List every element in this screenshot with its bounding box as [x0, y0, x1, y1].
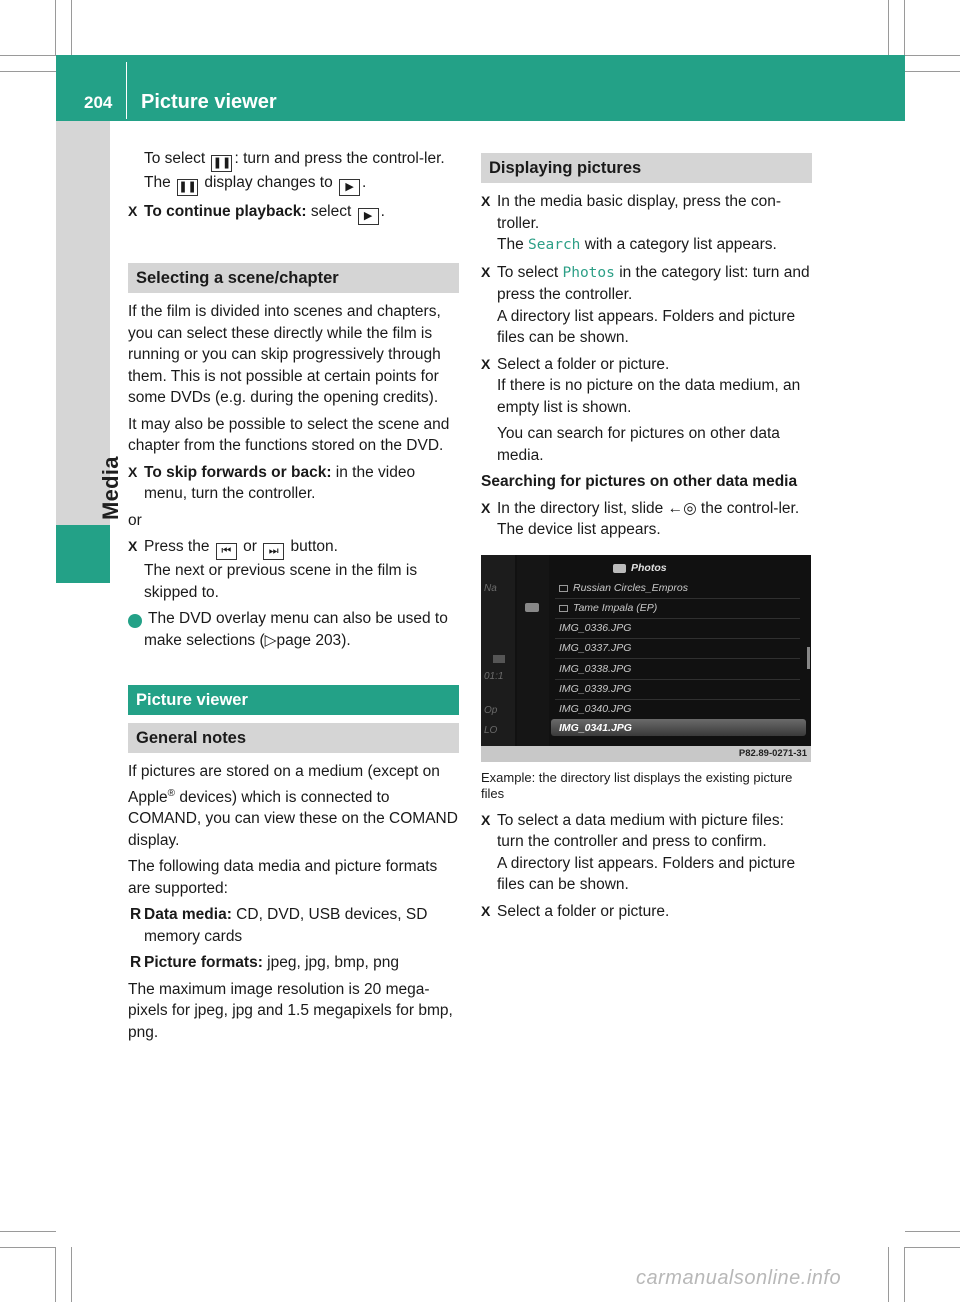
step-select-data-medium: X To select a data medium with picture files: turn the controller and press to confirm. — [481, 811, 784, 850]
crop-mark — [71, 0, 72, 55]
crop-mark — [904, 1247, 905, 1302]
select-pause-text: To select ❚❚ : turn and press the control-ler. — [128, 148, 459, 172]
crop-mark — [0, 55, 56, 56]
side-tab-marker — [56, 525, 110, 583]
side-tab-label: Media — [98, 456, 123, 520]
crop-mark — [55, 0, 56, 55]
list-item: IMG_0341.JPG — [559, 721, 632, 734]
screen-display — [481, 555, 811, 746]
watermark: carmanualsonline.info — [636, 1267, 842, 1289]
search-ui-label: Search — [528, 237, 581, 253]
step-select-folder-final: X Select a folder or picture. — [481, 901, 812, 923]
step-arrow-icon: X — [128, 538, 138, 554]
bullet-icon: R — [130, 954, 142, 972]
crop-mark — [888, 0, 889, 55]
folder-icon — [559, 605, 568, 612]
crop-mark — [905, 1231, 960, 1232]
screen-left-panel: Na 01:1 Op LO — [481, 555, 515, 746]
screen-icon-column — [517, 555, 549, 746]
directory-list-screenshot — [481, 555, 811, 762]
page-reference[interactable]: page 203 — [276, 631, 342, 649]
subheading-search-other-media: Searching for pictures on other data media — [481, 473, 798, 490]
step-press-controller: X In the media basic display, press the con-troller. — [481, 193, 782, 232]
step-select-data-medium-result: A directory list appears. Folders and picture files can be shown. — [497, 854, 796, 893]
scrollbar-thumb — [807, 647, 810, 669]
directory-list — [551, 555, 806, 746]
crop-mark — [71, 1247, 72, 1302]
step-select-photos: X To select Photos in the category list: turn and press the controller. — [481, 263, 810, 303]
figure-caption: Example: the directory list displays the existing picture files — [481, 769, 793, 801]
page-number: 204 — [84, 93, 113, 112]
step-arrow-icon: X — [481, 355, 491, 372]
step-arrow-icon: X — [481, 811, 491, 828]
list-item: R Data media: CD, DVD, USB devices, SD memory cards — [130, 906, 428, 945]
list-separator — [555, 598, 800, 599]
crop-mark — [888, 1247, 889, 1302]
step-arrow-icon: X — [481, 193, 491, 209]
page-title: Picture viewer — [141, 91, 277, 113]
or-text: or — [128, 511, 142, 529]
step-select-photos-result: A directory list appears. Folders and picture files can be shown. — [497, 307, 796, 346]
scene-paragraph-1: If the film is divided into scenes and chapters, you can select these directly while the film is running or you can skip progressively through them. This is not possible at certain points for some DVDs (e.g. during the opening credits). — [128, 303, 441, 406]
figure-code: P82.89-0271-31 — [738, 747, 807, 759]
photos-folder-icon — [613, 564, 626, 573]
skip-back-icon: ⏮ — [216, 543, 237, 560]
list-item: IMG_0336.JPG — [559, 621, 632, 634]
pause-icon: ❚❚ — [211, 155, 232, 172]
crop-mark — [905, 1247, 960, 1248]
step-slide-controller: X In the directory list, slide ←◎ the control-ler. — [481, 498, 812, 520]
list-separator — [555, 699, 800, 700]
play-icon: ▶ — [358, 208, 379, 225]
skip-forward-icon: ⏭ — [263, 543, 284, 560]
general-paragraph-2: The following data media and picture formats are supported: — [128, 858, 438, 897]
section-heading-general-notes: General notes — [128, 723, 459, 753]
skip-step: X To skip forwards or back: in the video menu, turn the controller. — [128, 463, 416, 502]
step-arrow-icon: X — [481, 263, 491, 280]
list-title: Photos — [631, 561, 667, 574]
folder-icon — [559, 585, 568, 592]
crop-mark — [55, 1247, 56, 1302]
list-item: IMG_0337.JPG — [559, 641, 632, 654]
crop-mark — [0, 71, 56, 72]
list-item: IMG_0340.JPG — [559, 702, 632, 715]
step-select-folder-result-1: If there is no picture on the data medium, an empty list is shown. — [497, 377, 801, 416]
step-slide-controller-result: The device list appears. — [497, 521, 661, 538]
photos-ui-label: Photos — [562, 264, 615, 281]
list-item: Russian Circles_Empros — [573, 581, 688, 594]
list-item: IMG_0339.JPG — [559, 682, 632, 695]
display-change-text: The ❚❚ display changes to ▶ . — [128, 172, 459, 196]
section-heading-picture-viewer: Picture viewer — [128, 685, 459, 715]
right-column — [481, 153, 812, 927]
step-select-folder: X Select a folder or picture. — [481, 354, 812, 376]
device-icon — [493, 655, 505, 663]
crop-mark — [905, 55, 960, 56]
list-separator — [555, 679, 800, 680]
list-item: IMG_0338.JPG — [559, 662, 632, 675]
list-separator — [555, 618, 800, 619]
play-icon: ▶ — [339, 179, 360, 196]
step-arrow-icon: X — [481, 902, 491, 919]
info-icon: i — [128, 614, 142, 628]
crop-mark — [904, 0, 905, 55]
step-arrow-icon: X — [481, 499, 491, 516]
header-divider — [126, 62, 127, 119]
section-heading-displaying-pictures: Displaying pictures — [481, 153, 812, 183]
list-item: R Picture formats: jpeg, jpg, bmp, png — [128, 952, 459, 974]
crop-mark — [0, 1231, 56, 1232]
list-separator — [555, 638, 800, 639]
step-arrow-icon: X — [128, 463, 138, 480]
press-result: The next or previous scene in the film is skipped to. — [144, 562, 418, 601]
step-select-folder-result-2: You can search for pictures on other data media. — [497, 425, 780, 464]
continue-playback-step: X To continue playback: select ▶ . — [128, 201, 459, 225]
list-item: Tame Impala (EP) — [573, 601, 658, 614]
scene-paragraph-2: It may also be possible to select the scene and chapter from the functions stored on the DVD. — [128, 415, 450, 454]
step-arrow-icon: X — [128, 203, 138, 219]
pause-icon: ❚❚ — [177, 179, 198, 196]
bullet-icon: R — [130, 906, 142, 924]
general-paragraph-1: If pictures are stored on a medium (except on Apple® devices) which is connected to COMAND, you can view these on the COMAND display. — [128, 763, 458, 849]
press-button-step: X Press the ⏮ or ⏭ button. — [128, 536, 459, 560]
step-press-controller-result: The Search with a category list appears. — [497, 236, 777, 253]
page-ref-arrow-icon: ▷ — [264, 631, 277, 649]
info-note: i The DVD overlay menu can also be used to make selections (▷page 203). — [125, 610, 448, 649]
general-paragraph-3: The maximum image resolution is 20 mega-pixels for jpeg, jpg and 1.5 megapixels for bmp, png. — [128, 980, 453, 1041]
crop-mark — [0, 1247, 56, 1248]
folder-up-icon — [525, 603, 539, 612]
left-column — [125, 148, 459, 1048]
list-separator — [555, 658, 800, 659]
section-heading-scene: Selecting a scene/chapter — [128, 263, 459, 293]
slide-left-controller-icon: ←◎ — [667, 499, 697, 517]
crop-mark — [905, 71, 960, 72]
